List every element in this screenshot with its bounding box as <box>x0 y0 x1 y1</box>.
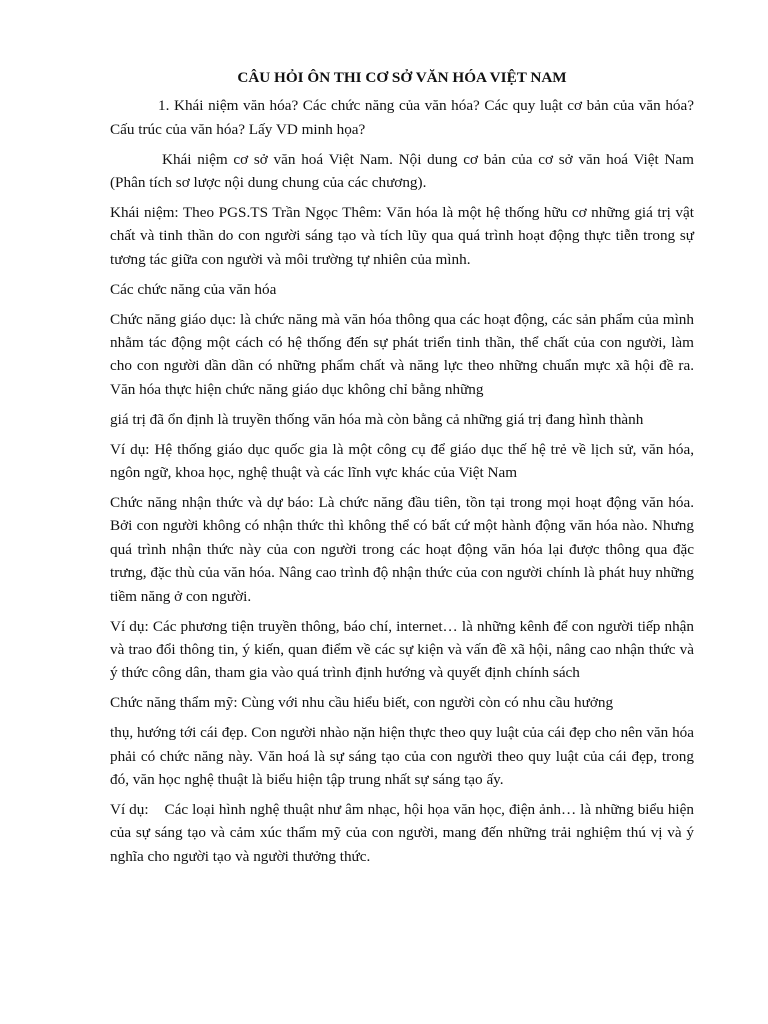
aesthetic-function-paragraph: Chức năng thẩm mỹ: Cùng với nhu cầu hiểu biết, con người còn có nhu cầu hưởng <box>110 694 614 712</box>
question-1: 1. Khái niệm văn hóa? Các chức năng của văn hóa? Các quy luật cơ bản của văn hóa? Cấu trúc của văn hóa? Lấy VD minh họa? <box>110 97 694 138</box>
functions-heading: Các chức năng của văn hóa <box>110 280 277 298</box>
education-function-continuation: giá trị đã ổn định là truyền thống văn hóa mà còn bằng cả những giá trị đang hình thành <box>110 410 644 428</box>
document-title: CÂU HỎI ÔN THI CƠ SỞ VĂN HÓA VIỆT NAM <box>237 69 567 86</box>
education-function-paragraph: Chức năng giáo dục: là chức năng mà văn hóa thông qua các hoạt động, các sản phẩm của mình nhằm tác động một cách có hệ thống đến sự phát triển tinh thần, thể chất của con người, làm cho con người dần dần có những phẩm chất và năng lực theo những chuẩn mực xã hội đề ra. Văn hóa thực hiện chức năng giáo dục không chỉ bằng những <box>110 310 694 398</box>
cognition-function-paragraph: Chức năng nhận thức và dự báo: Là chức năng đầu tiên, tồn tại trong mọi hoạt động văn hóa. Bởi con người không có nhận thức thì không thể có bất cứ một hành động văn hóa nào. Nhưng quá trình nhận thức này của con người trong các hoạt động văn hóa lại được thông qua đặc trưng, đặc thù của văn hóa. Nâng cao trình độ nhận thức của con người chính là phát huy những tiềm năng ở con người. <box>110 494 694 605</box>
aesthetic-example-paragraph: Ví dụ: Các loại hình nghệ thuật như âm nhạc, hội họa văn học, điện ảnh… là những biểu hiện của sự sáng tạo và cảm xúc thẩm mỹ của con người, mang đến những trải nghiệm thú vị và ý nghĩa cho người tạo và người thưởng thức. <box>110 800 698 865</box>
document-page <box>110 66 698 875</box>
question-2: Khái niệm cơ sở văn hoá Việt Nam. Nội dung cơ bản của cơ sở văn hoá Việt Nam (Phân tích sơ lược nội dung chung của các chương). <box>110 150 694 192</box>
cognition-example-paragraph: Ví dụ: Các phương tiện truyền thông, báo chí, internet… là những kênh để con người tiếp nhận và trao đổi thông tin, ý kiến, quan điểm về các sự kiện và vấn đề xã hội, nâng cao nhận thức và ý thức công dân, tham gia vào quá trình định hướng và quyết định chính sách <box>110 617 694 682</box>
education-example-paragraph: Ví dụ: Hệ thống giáo dục quốc gia là một công cụ để giáo dục thế hệ trẻ về lịch sử, văn hóa, ngôn ngữ, khoa học, nghệ thuật và các lĩnh vực khác của Việt Nam <box>110 440 694 482</box>
aesthetic-function-continuation: thụ, hướng tới cái đẹp. Con người nhào nặn hiện thực theo quy luật của cái đẹp cho nên văn hóa phải có chức năng này. Văn hoá là sự sáng tạo của con người theo quy luật của cái đẹp, trong đó, văn học nghệ thuật là biểu hiện tập trung nhất sự sáng tạo ấy. <box>110 724 694 788</box>
definition-paragraph: Khái niệm: Theo PGS.TS Trần Ngọc Thêm: Văn hóa là một hệ thống hữu cơ những giá trị vật chất và tinh thần do con người sáng tạo và tích lũy qua quá trình hoạt động thực tiễn trong sự tương tác giữa con người và môi trường tự nhiên của mình. <box>110 204 694 268</box>
